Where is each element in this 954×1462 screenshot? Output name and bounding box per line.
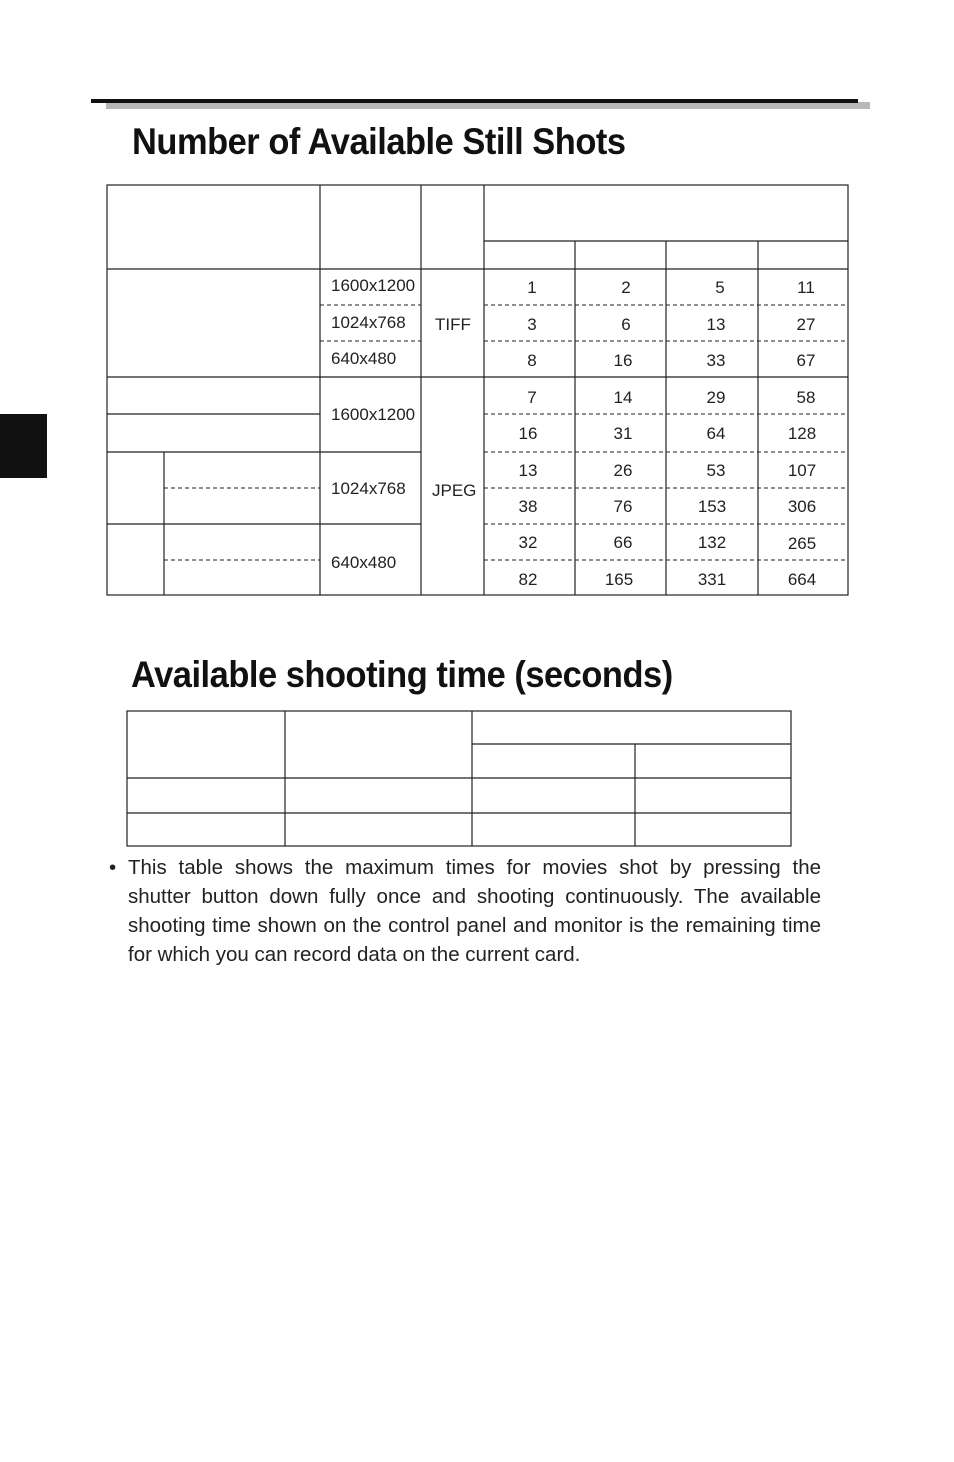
value-cell: 14 <box>613 388 633 407</box>
value-cell: 82 <box>518 570 538 589</box>
format-label-tiff: TIFF <box>435 315 471 334</box>
value-cell: 31 <box>613 424 633 443</box>
value-cell: 8 <box>527 351 537 370</box>
value-cell: 66 <box>613 533 633 552</box>
value-cell: 5 <box>715 278 725 297</box>
value-cell: 16 <box>613 351 633 370</box>
value-cell: 306 <box>787 497 817 516</box>
value-cell: 128 <box>787 424 817 443</box>
value-cell: 29 <box>706 388 726 407</box>
value-cell: 32 <box>518 533 538 552</box>
value-cell: 1 <box>527 278 537 297</box>
format-label-jpeg: JPEG <box>432 481 477 500</box>
value-cell: 3 <box>527 315 537 334</box>
shooting-time-title: Available shooting time (seconds) <box>131 654 673 695</box>
resolution-label: 640x480 <box>331 349 397 368</box>
value-cell: 132 <box>697 533 727 552</box>
value-cell: 67 <box>796 351 816 370</box>
resolution-label: 640x480 <box>331 553 397 572</box>
value-cell: 7 <box>527 388 537 407</box>
value-cell: 64 <box>706 424 726 443</box>
value-cell: 2 <box>621 278 631 297</box>
value-cell: 11 <box>797 278 815 297</box>
value-cell: 13 <box>518 461 538 480</box>
note-text: This table shows the maximum times for movies shot by pressing the shutter button down fully once and shooting continuously. The available shooting time shown on the control panel and monitor is the remaining time for which you can record data on the current card. <box>128 856 821 966</box>
value-cell: 153 <box>697 497 727 516</box>
value-cell: 16 <box>518 424 538 443</box>
value-cell: 664 <box>787 570 817 589</box>
resolution-label: 1600x1200 <box>331 276 416 295</box>
value-cell: 165 <box>604 570 634 589</box>
value-cell: 38 <box>518 497 538 516</box>
value-cell: 265 <box>787 534 817 553</box>
resolution-label: 1024x768 <box>331 479 406 498</box>
resolution-label: 1024x768 <box>331 313 406 332</box>
value-cell: 53 <box>706 461 726 480</box>
value-cell: 33 <box>706 351 726 370</box>
value-cell: 76 <box>613 497 633 516</box>
value-cell: 331 <box>697 570 727 589</box>
value-cell: 58 <box>796 388 816 407</box>
value-cell: 6 <box>621 315 631 334</box>
value-cell: 26 <box>613 461 633 480</box>
value-cell: 107 <box>787 461 817 480</box>
resolution-label: 1600x1200 <box>331 405 416 424</box>
note-paragraph <box>109 853 821 969</box>
still-shots-title: Number of Available Still Shots <box>132 121 626 162</box>
value-cell: 27 <box>796 315 816 334</box>
bullet-marker: • <box>109 856 117 879</box>
value-cell: 13 <box>706 315 726 334</box>
